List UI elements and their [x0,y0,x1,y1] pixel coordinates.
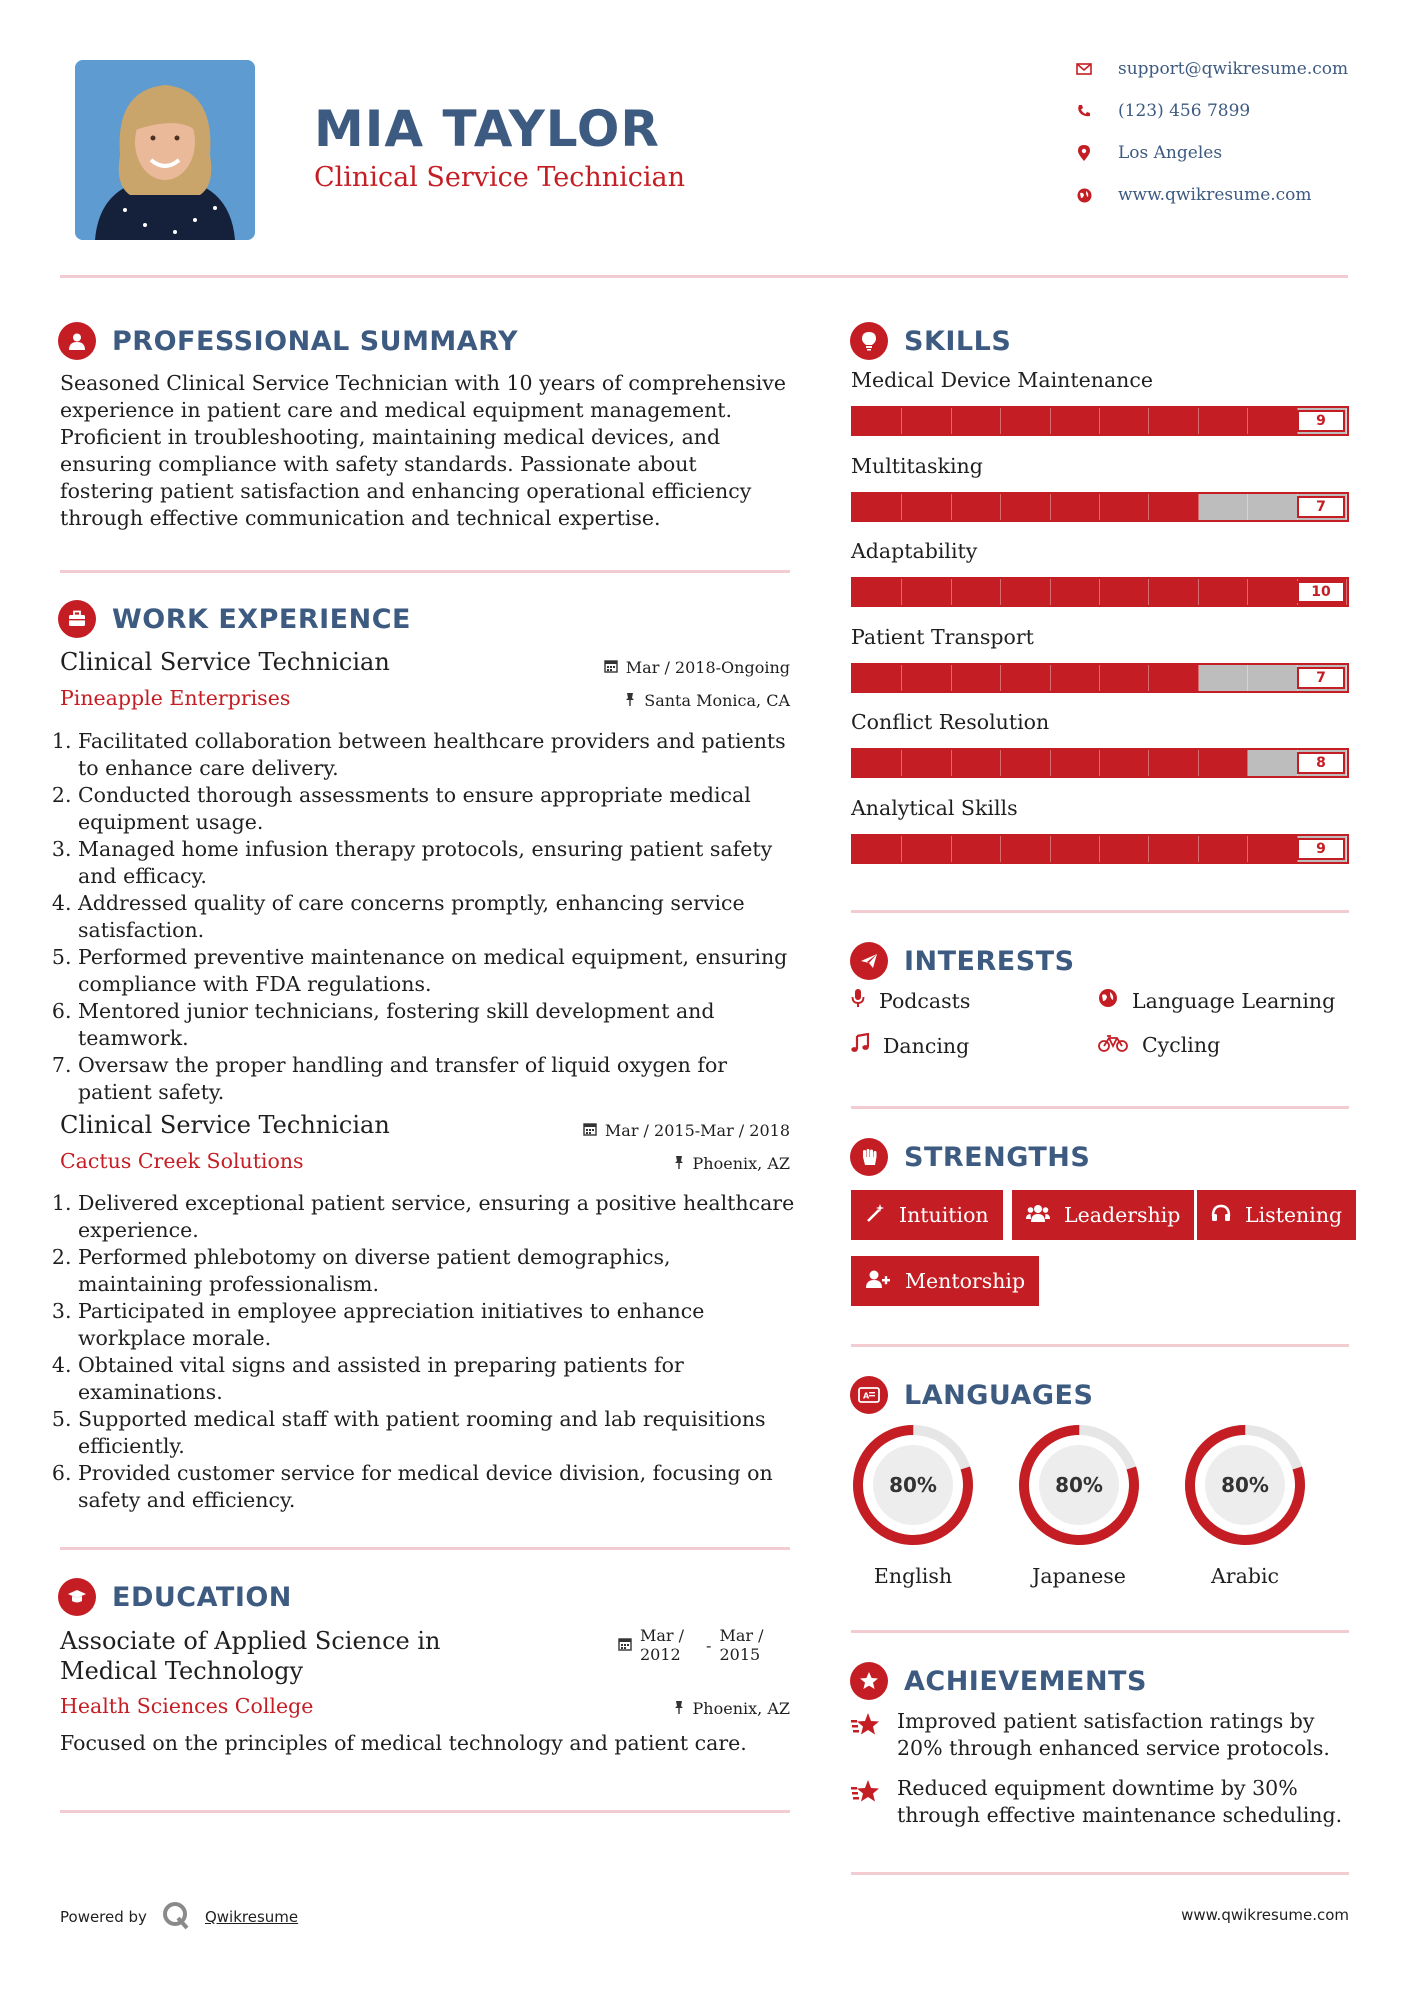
map-marker-icon [1072,145,1096,161]
skill-bar-segment [952,750,1001,776]
job-duties-list [60,1190,795,1514]
language-name: Arabic [1211,1564,1279,1588]
job-duties-list [60,728,790,1106]
list-item: 3. Managed home infusion therapy protocols, ensuring patient safety and efficacy. [78,836,790,890]
section-divider [851,1344,1349,1347]
skill-bar-segment [853,494,902,520]
skill-bar [851,492,1349,522]
contact-location [1072,138,1222,168]
work-heading [58,600,411,638]
section-divider [60,1547,790,1550]
skill-bar [851,748,1349,778]
language-donut [848,1420,978,1550]
fist-icon [850,1138,888,1176]
skill-bar-segment [902,579,951,605]
education-heading [58,1578,292,1616]
skill-name: Analytical Skills [851,795,1018,820]
skill-bar-segment [1199,750,1248,776]
skill-bar-segment [1199,408,1248,434]
skill-bar-segment [1051,836,1100,862]
star-icon [851,1779,881,1829]
skill-bar-segment [952,836,1001,862]
user-icon [58,322,96,360]
skill-item [851,625,1349,711]
language-donut [1014,1420,1144,1550]
contact-phone[interactable] [1072,96,1250,126]
job-location-text: Santa Monica, CA [644,691,790,710]
magic-wand-icon [865,1203,885,1228]
qwikresume-logo-icon [161,1900,191,1934]
skill-bar-segment [1199,836,1248,862]
skill-score: 9 [1297,410,1345,432]
skills-list [851,368,1349,881]
skill-bar-segment [853,665,902,691]
contact-phone-text: (123) 456 7899 [1118,101,1251,121]
profile-photo [75,60,255,240]
interest-label: Dancing [883,1033,970,1058]
job-title: Clinical Service Technician [60,1111,390,1139]
skill-bar-segment [1051,408,1100,434]
strength-listening [1197,1190,1356,1240]
skill-bar-segment [1100,494,1149,520]
interest-cycling [1098,1033,1220,1057]
education-description: Focused on the principles of medical technology and patient care. [60,1731,747,1755]
envelope-icon [1072,63,1096,75]
interest-language-learning [1098,988,1335,1013]
skill-bar-segment [1001,579,1050,605]
list-item: 2. Conducted thorough assessments to ensure appropriate medical equipment usage. [78,782,790,836]
skills-heading [850,322,1011,360]
language-icon [850,1376,888,1414]
skill-bar-segment [1248,750,1297,776]
achievement-item [851,1775,1349,1829]
job-dates-text: Mar / 2018-Ongoing [625,658,790,677]
pin-icon [673,1699,685,1718]
paper-plane-icon [850,942,888,980]
skill-bar-segment [1100,579,1149,605]
education-title: EDUCATION [112,1581,292,1613]
skill-bar-segment [1001,665,1050,691]
skill-bar-segment [1149,579,1198,605]
job-dates [604,658,790,677]
strengths-title: STRENGTHS [904,1141,1091,1173]
skill-name: Multitasking [851,453,983,478]
language-percent: 80% [1221,1473,1269,1497]
star-icon [851,1712,881,1762]
skill-bar [851,834,1349,864]
degree-title: Associate of Applied Science in Medical Technology [60,1627,441,1685]
candidate-title: Clinical Service Technician [314,162,686,193]
strength-label: Listening [1245,1203,1343,1227]
skill-bar-segment [853,836,902,862]
list-item: 5. Performed preventive maintenance on medical equipment, ensuring compliance with FDA regulations. [78,944,790,998]
list-item: 1. Facilitated collaboration between healthcare providers and patients to enhance care delivery. [78,728,790,782]
interest-podcasts [851,988,970,1013]
section-divider [851,1872,1349,1875]
strength-intuition [851,1190,1003,1240]
skill-name: Conflict Resolution [851,710,1050,734]
language-donut [1180,1420,1310,1550]
skill-bar-segment [1100,750,1149,776]
skill-bar-segment [1248,836,1297,862]
skill-bar-segment [902,408,951,434]
summary-text: Seasoned Clinical Service Technician with 10 years of comprehensive experience in patient care and medical equipment management. Proficient in troubleshooting, maintaining medical devices, and ensuring compliance with safety standards. Passionate about fostering patient satisfaction and enhancing operational efficiency through effective communication and technical expertise. [60,371,786,530]
skill-bar-segment [952,494,1001,520]
skill-score: 8 [1297,752,1345,774]
section-divider [60,570,790,573]
skill-score: 7 [1297,496,1345,518]
footer-powered-by [60,1900,298,1934]
skill-bar-segment [1199,665,1248,691]
skill-bar-segment [902,665,951,691]
skill-name: Medical Device Maintenance [851,368,1153,392]
achievement-text: Improved patient satisfaction ratings by 20% through enhanced service protocols. [897,1709,1330,1760]
briefcase-icon [58,600,96,638]
list-item: 4. Addressed quality of care concerns promptly, enhancing service satisfaction. [78,890,790,944]
education-location-text: Phoenix, AZ [692,1699,790,1718]
skill-bar-segment [853,750,902,776]
language-item [848,1420,978,1588]
calendar-icon [583,1121,597,1140]
bicycle-icon [1098,1033,1128,1057]
users-icon [1026,1203,1050,1228]
list-item: 3. Participated in employee appreciation initiatives to enhance workplace morale. [78,1298,795,1352]
list-item: 4. Obtained vital signs and assisted in preparing patients for examinations. [78,1352,795,1406]
list-item: 2. Performed phlebotomy on diverse patient demographics, maintaining professionalism. [78,1244,795,1298]
strengths-heading [850,1138,1090,1176]
job-location [624,691,790,710]
skill-bar-segment [1001,836,1050,862]
language-percent: 80% [1055,1473,1103,1497]
phone-icon [1072,104,1096,118]
svg-text:A: A [863,1391,870,1401]
company-name: Cactus Creek Solutions [60,1149,304,1173]
interests-heading [850,942,1075,980]
language-item [1180,1420,1310,1588]
skill-bar-segment [1248,408,1297,434]
skill-bar-segment [1001,494,1050,520]
achievement-text: Reduced equipment downtime by 30% through effective maintenance scheduling. [897,1776,1343,1827]
skill-bar-segment [1051,665,1100,691]
language-item [1014,1420,1144,1588]
summary-title: PROFESSIONAL SUMMARY [112,325,519,357]
contact-website-text: www.qwikresume.com [1118,185,1312,205]
footer-site[interactable]: www.qwikresume.com [1181,1906,1349,1924]
skill-name: Patient Transport [851,624,1034,649]
globe-icon [1072,188,1096,203]
skill-bar-segment [1149,836,1198,862]
skill-bar-segment [1149,494,1198,520]
skill-bar-segment [1199,579,1248,605]
start-month: Mar / [640,1626,685,1645]
skill-bar-segment [952,408,1001,434]
languages-heading [850,1376,1093,1414]
end-month: Mar / [719,1626,764,1645]
job-dates [583,1121,790,1140]
education-location [673,1699,790,1718]
skill-bar-segment [902,494,951,520]
skill-score: 9 [1297,838,1345,860]
skill-bar [851,577,1349,607]
school-name: Health Sciences College [60,1694,314,1718]
section-divider [851,1630,1349,1633]
brand-link[interactable]: Qwikresume [204,1908,299,1926]
skill-bar-segment [1199,494,1248,520]
contact-location-text: Los Angeles [1118,143,1223,163]
skill-bar-segment [1248,579,1297,605]
skill-bar-segment [1051,750,1100,776]
candidate-name: MIA TAYLOR [314,100,660,158]
job-location-text: Phoenix, AZ [692,1154,790,1173]
strength-label: Mentorship [905,1269,1026,1293]
contact-website[interactable] [1072,180,1312,210]
list-item: 5. Supported medical staff with patient rooming and lab requisitions efficiently. [78,1406,795,1460]
job-title: Clinical Service Technician [60,648,390,676]
skill-bar-segment [1100,836,1149,862]
calendar-icon [618,1636,632,1655]
section-divider [60,1810,790,1813]
interest-label: Cycling [1142,1033,1221,1057]
languages-list [848,1420,1348,1590]
skill-score: 7 [1297,667,1345,689]
skill-item [851,710,1349,796]
languages-title: LANGUAGES [904,1379,1094,1411]
interest-label: Language Learning [1132,988,1336,1013]
lightbulb-icon [850,322,888,360]
star-badge-icon [850,1662,888,1700]
contact-email[interactable] [1072,54,1348,84]
company-name: Pineapple Enterprises [60,686,291,710]
skill-bar-segment [902,750,951,776]
achievement-item [851,1708,1349,1762]
skill-bar-segment [952,665,1001,691]
strength-leadership [1012,1190,1194,1240]
graduation-cap-icon [58,1578,96,1616]
contact-email-text: support@qwikresume.com [1118,59,1349,79]
skill-score: 10 [1297,581,1345,603]
skill-bar-segment [1248,665,1297,691]
skill-bar-segment [1001,408,1050,434]
strength-mentorship [851,1256,1039,1306]
skill-bar [851,663,1349,693]
achievements-heading [850,1662,1147,1700]
interest-label: Podcasts [879,988,971,1013]
start-year: 2012 [640,1645,681,1664]
skill-bar [851,406,1349,436]
skill-item [851,368,1349,454]
section-divider [851,910,1349,913]
user-plus-icon [865,1269,891,1294]
skill-bar-segment [1001,750,1050,776]
skill-item [851,454,1349,540]
music-note-icon [851,1033,869,1058]
pin-icon [624,691,636,710]
skill-bar-segment [1051,494,1100,520]
summary-heading [58,322,518,360]
skill-bar-segment [1100,665,1149,691]
skill-bar-segment [1248,494,1297,520]
strength-label: Intuition [899,1203,989,1227]
skill-bar-segment [1051,579,1100,605]
calendar-icon [604,658,618,677]
end-year: 2015 [719,1645,761,1664]
list-item: 1. Delivered exceptional patient service, ensuring a positive healthcare experience. [78,1190,795,1244]
pin-icon [673,1154,685,1173]
skill-item [851,539,1349,625]
skill-bar-segment [1149,665,1198,691]
start-date [640,1626,684,1664]
skill-bar-segment [1149,750,1198,776]
microphone-icon [851,988,865,1013]
interests-title: INTERESTS [904,945,1075,977]
skill-bar-segment [1149,408,1198,434]
skill-bar-segment [853,408,902,434]
language-name: English [873,1564,953,1588]
headphones-icon [1211,1203,1231,1228]
globe-icon [1098,988,1118,1013]
strength-label: Leadership [1064,1203,1181,1227]
achievements-title: ACHIEVEMENTS [904,1665,1147,1697]
skill-bar-segment [853,579,902,605]
language-name: Japanese [1032,1564,1126,1588]
header-divider [60,275,1348,278]
powered-by-text: Powered by [60,1908,147,1926]
education-dates: Mar / 2012 - Mar / 2015 [618,1626,764,1664]
interest-dancing [851,1033,969,1058]
language-percent: 80% [889,1473,937,1497]
skills-title: SKILLS [904,325,1012,357]
skill-bar-segment [952,579,1001,605]
list-item: 7. Oversaw the proper handling and transfer of liquid oxygen for patient safety. [78,1052,790,1106]
list-item: 6. Provided customer service for medical device division, focusing on safety and efficiency. [78,1460,795,1514]
work-title: WORK EXPERIENCE [112,603,411,635]
end-date [719,1626,763,1664]
skill-item [851,796,1349,882]
job-dates-text: Mar / 2015-Mar / 2018 [604,1121,790,1140]
skill-bar-segment [902,836,951,862]
skill-name: Adaptability [851,539,978,563]
list-item: 6. Mentored junior technicians, fostering skill development and teamwork. [78,998,790,1052]
skill-bar-segment [1100,408,1149,434]
job-location [673,1154,790,1173]
section-divider [851,1106,1349,1109]
